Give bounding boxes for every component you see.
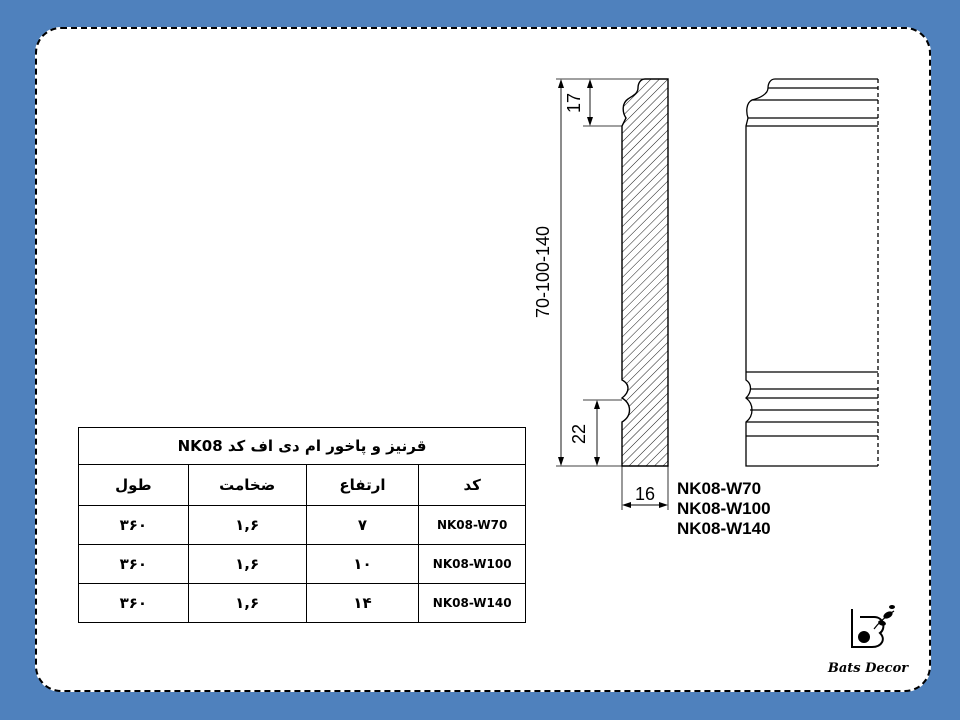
table-title: قرنیز و پاخور ام دی اف کد NK08 <box>79 428 526 465</box>
profile-cross-section <box>622 79 668 466</box>
model-code-w70: NK08-W70 <box>677 479 762 498</box>
cell-height: ۱۰ <box>306 545 419 584</box>
table-row <box>79 545 526 584</box>
top-dimension-label: 17 <box>564 92 584 114</box>
cell-thickness: ۱,۶ <box>188 584 306 623</box>
header-length: طول <box>79 465 189 506</box>
front-elevation <box>746 79 878 466</box>
cell-length: ۳۶۰ <box>79 584 189 623</box>
cell-height: ۷ <box>306 506 419 545</box>
header-code: کد <box>419 465 526 506</box>
cell-thickness: ۱,۶ <box>188 545 306 584</box>
logo-mark-icon <box>838 603 898 655</box>
table-row <box>79 584 526 623</box>
thickness-label: 16 <box>634 484 656 504</box>
brand-logo <box>822 603 914 676</box>
model-code-w100: NK08-W100 <box>677 499 771 518</box>
cell-height: ۱۴ <box>306 584 419 623</box>
bottom-dimension-label: 22 <box>569 423 589 445</box>
cell-code: NK08-W100 <box>419 545 526 584</box>
table-row <box>79 506 526 545</box>
table-header-row <box>79 465 526 506</box>
header-thickness: ضخامت <box>188 465 306 506</box>
cell-length: ۳۶۰ <box>79 506 189 545</box>
cell-thickness: ۱,۶ <box>188 506 306 545</box>
cell-length: ۳۶۰ <box>79 545 189 584</box>
cell-code: NK08-W140 <box>419 584 526 623</box>
header-height: ارتفاع <box>306 465 419 506</box>
logo-text: Bats Decor <box>827 661 909 676</box>
total-height-label: 70-100-140 <box>533 225 553 319</box>
spec-table <box>78 427 526 623</box>
table-title-row <box>79 428 526 465</box>
model-code-w140: NK08-W140 <box>677 519 771 538</box>
cell-code: NK08-W70 <box>419 506 526 545</box>
